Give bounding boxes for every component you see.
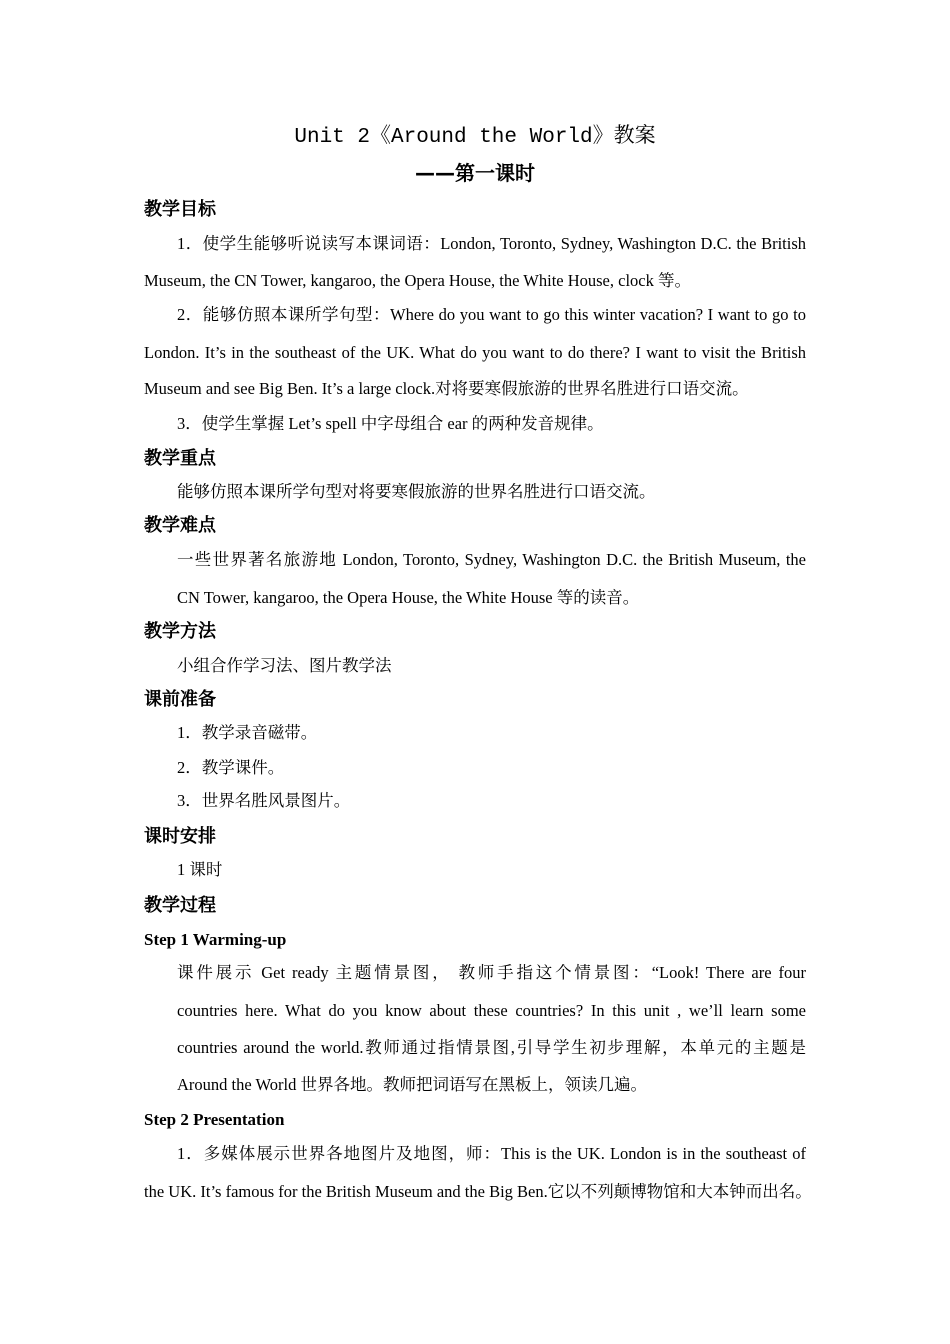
preparation-line-3: 3．世界名胜风景图片。 bbox=[177, 791, 351, 810]
goals-line-6: 3．使学生掌握 Let’s spell 中字母组合 ear 的两种发音规律。 bbox=[177, 414, 604, 433]
section-heading-process: 教学过程 bbox=[144, 895, 216, 916]
difficulties-line-2: CN Tower, kangaroo, the Opera House, the White House 等的读音。 bbox=[177, 588, 640, 607]
step1-line-3: countries around the world.教师通过指情景图,引导学生初步理解，本单元的主题是 bbox=[177, 1038, 806, 1057]
step2-line-2: the UK. It’s famous for the British Museum and the Big Ben.它以不列颠博物馆和大本钟而出名。 bbox=[144, 1182, 812, 1201]
goals-line-2: Museum, the CN Tower, kangaroo, the Opera House, the White House, clock 等。 bbox=[144, 271, 691, 290]
preparation-line-1: 1．教学录音磁带。 bbox=[177, 723, 318, 742]
step1-line-2: countries here. What do you know about these countries? In this unit , we’ll learn some bbox=[177, 1001, 806, 1020]
document-title: Unit 2《Around the World》教案 bbox=[294, 126, 656, 149]
difficulties-line-1: 一些世界著名旅游地 London, Toronto, Sydney, Washington D.C. the British Museum, the bbox=[177, 550, 806, 569]
section-heading-difficulties: 教学难点 bbox=[144, 515, 216, 536]
step1-line-4: Around the World 世界各地。教师把词语写在黑板上，领读几遍。 bbox=[177, 1075, 647, 1094]
methods-line-1: 小组合作学习法、图片教学法 bbox=[177, 656, 392, 675]
goals-line-3: 2．能够仿照本课所学句型：Where do you want to go this winter vacation? I want to go to bbox=[177, 305, 806, 324]
step1-line-1: 课件展示 Get ready 主题情景图， 教师手指这个情景图：“Look! There are four bbox=[177, 963, 806, 982]
preparation-line-2: 2．教学课件。 bbox=[177, 758, 285, 777]
key-points-line-1: 能够仿照本课所学句型对将要寒假旅游的世界名胜进行口语交流。 bbox=[177, 482, 656, 501]
section-heading-preparation: 课前准备 bbox=[144, 689, 216, 710]
document-subtitle: ——第一课时 bbox=[415, 161, 535, 185]
goals-line-4: London. It’s in the southeast of the UK. What do you want to do there? I want to visit the British bbox=[144, 343, 806, 362]
section-heading-schedule: 课时安排 bbox=[144, 826, 216, 847]
step2-title: Step 2 Presentation bbox=[144, 1110, 285, 1129]
goals-line-5: Museum and see Big Ben. It’s a large clock.对将要寒假旅游的世界名胜进行口语交流。 bbox=[144, 379, 749, 398]
goals-line-1: 1．使学生能够听说读写本课词语：London, Toronto, Sydney, Washington D.C. the British bbox=[177, 234, 806, 253]
section-heading-methods: 教学方法 bbox=[144, 621, 216, 642]
step2-line-1: 1．多媒体展示世界各地图片及地图，师：This is the UK. London is in the southeast of bbox=[177, 1144, 806, 1163]
step1-title: Step 1 Warming-up bbox=[144, 930, 287, 949]
section-heading-goals: 教学目标 bbox=[144, 199, 216, 220]
schedule-line-1: 1 课时 bbox=[177, 860, 223, 879]
section-heading-key-points: 教学重点 bbox=[144, 448, 216, 469]
